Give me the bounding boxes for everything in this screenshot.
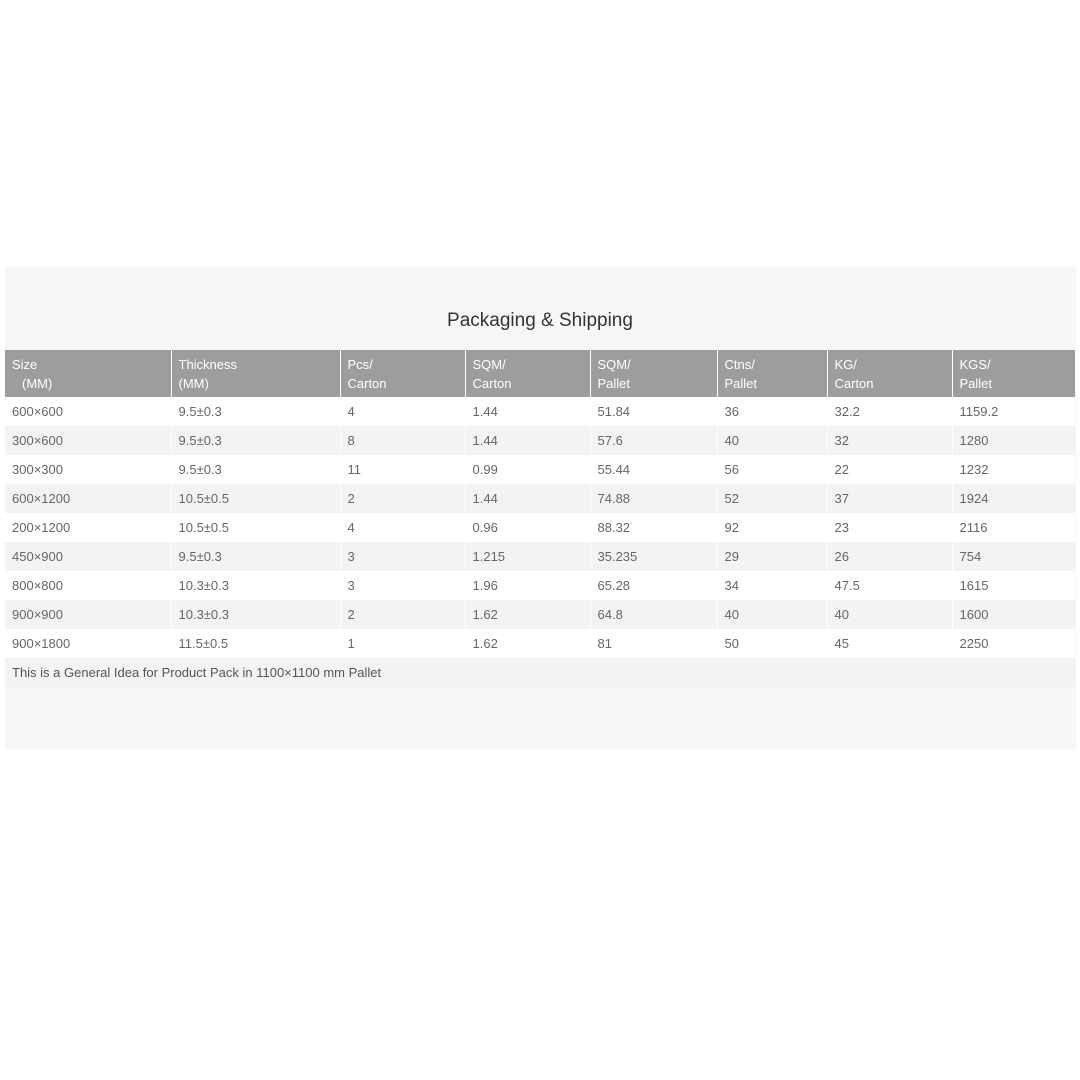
- cell-sqm-pallet: 81: [590, 629, 717, 658]
- cell-thickness: 10.5±0.5: [171, 513, 340, 542]
- cell-sqm-carton: 1.44: [465, 426, 590, 455]
- cell-kgs-pallet: 1924: [952, 484, 1075, 513]
- cell-sqm-carton: 0.96: [465, 513, 590, 542]
- cell-size: 600×600: [5, 397, 171, 426]
- cell-thickness: 9.5±0.3: [171, 455, 340, 484]
- cell-kgs-pallet: 1615: [952, 571, 1075, 600]
- table-row: [5, 397, 1075, 426]
- cell-sqm-carton: 0.99: [465, 455, 590, 484]
- cell-size: 450×900: [5, 542, 171, 571]
- cell-ctns-pallet: 34: [717, 571, 827, 600]
- column-header-kg-carton: KG/ Carton: [827, 350, 952, 397]
- cell-ctns-pallet: 52: [717, 484, 827, 513]
- cell-size: 300×300: [5, 455, 171, 484]
- cell-sqm-pallet: 55.44: [590, 455, 717, 484]
- table-row: [5, 484, 1075, 513]
- cell-kg-carton: 45: [827, 629, 952, 658]
- column-header-size: Size (MM): [5, 350, 171, 397]
- cell-kgs-pallet: 754: [952, 542, 1075, 571]
- cell-pcs-carton: 1: [340, 629, 465, 658]
- table-row: [5, 542, 1075, 571]
- cell-thickness: 11.5±0.5: [171, 629, 340, 658]
- cell-sqm-carton: 1.44: [465, 484, 590, 513]
- cell-kg-carton: 40: [827, 600, 952, 629]
- column-header-ctns-pallet: Ctns/ Pallet: [717, 350, 827, 397]
- cell-thickness: 10.5±0.5: [171, 484, 340, 513]
- column-header-thickness: Thickness (MM): [171, 350, 340, 397]
- cell-sqm-pallet: 57.6: [590, 426, 717, 455]
- cell-ctns-pallet: 29: [717, 542, 827, 571]
- cell-kg-carton: 22: [827, 455, 952, 484]
- table-header-row: [5, 350, 1075, 397]
- cell-kgs-pallet: 1159.2: [952, 397, 1075, 426]
- cell-sqm-pallet: 51.84: [590, 397, 717, 426]
- cell-pcs-carton: 8: [340, 426, 465, 455]
- cell-pcs-carton: 2: [340, 484, 465, 513]
- cell-thickness: 9.5±0.3: [171, 397, 340, 426]
- cell-sqm-pallet: 65.28: [590, 571, 717, 600]
- cell-pcs-carton: 11: [340, 455, 465, 484]
- cell-thickness: 10.3±0.3: [171, 600, 340, 629]
- cell-ctns-pallet: 50: [717, 629, 827, 658]
- cell-kg-carton: 32: [827, 426, 952, 455]
- column-header-sqm-pallet: SQM/ Pallet: [590, 350, 717, 397]
- cell-size: 800×800: [5, 571, 171, 600]
- table-note-row: [5, 658, 1075, 687]
- cell-sqm-carton: 1.96: [465, 571, 590, 600]
- cell-pcs-carton: 4: [340, 397, 465, 426]
- cell-pcs-carton: 3: [340, 571, 465, 600]
- cell-pcs-carton: 4: [340, 513, 465, 542]
- cell-thickness: 9.5±0.3: [171, 426, 340, 455]
- cell-kgs-pallet: 2116: [952, 513, 1075, 542]
- table-row: [5, 513, 1075, 542]
- table-note: This is a General Idea for Product Pack in 1100×1100 mm Pallet: [5, 658, 1075, 687]
- cell-size: 900×900: [5, 600, 171, 629]
- section-title: Packaging & Shipping: [447, 310, 633, 331]
- cell-size: 600×1200: [5, 484, 171, 513]
- cell-pcs-carton: 2: [340, 600, 465, 629]
- cell-ctns-pallet: 40: [717, 600, 827, 629]
- cell-thickness: 9.5±0.3: [171, 542, 340, 571]
- column-header-sqm-carton: SQM/ Carton: [465, 350, 590, 397]
- column-header-kgs-pallet: KGS/ Pallet: [952, 350, 1075, 397]
- cell-sqm-carton: 1.215: [465, 542, 590, 571]
- cell-thickness: 10.3±0.3: [171, 571, 340, 600]
- cell-size: 900×1800: [5, 629, 171, 658]
- cell-sqm-carton: 1.62: [465, 629, 590, 658]
- cell-kgs-pallet: 1600: [952, 600, 1075, 629]
- cell-sqm-pallet: 74.88: [590, 484, 717, 513]
- cell-kg-carton: 47.5: [827, 571, 952, 600]
- cell-sqm-pallet: 88.32: [590, 513, 717, 542]
- cell-kg-carton: 37: [827, 484, 952, 513]
- cell-kgs-pallet: 1232: [952, 455, 1075, 484]
- table-row: [5, 571, 1075, 600]
- cell-sqm-carton: 1.44: [465, 397, 590, 426]
- cell-kg-carton: 26: [827, 542, 952, 571]
- cell-ctns-pallet: 36: [717, 397, 827, 426]
- cell-sqm-pallet: 35.235: [590, 542, 717, 571]
- cell-kg-carton: 23: [827, 513, 952, 542]
- cell-ctns-pallet: 92: [717, 513, 827, 542]
- cell-kgs-pallet: 2250: [952, 629, 1075, 658]
- cell-size: 200×1200: [5, 513, 171, 542]
- cell-kgs-pallet: 1280: [952, 426, 1075, 455]
- table-row: [5, 629, 1075, 658]
- table-row: [5, 600, 1075, 629]
- column-header-pcs-carton: Pcs/ Carton: [340, 350, 465, 397]
- cell-ctns-pallet: 56: [717, 455, 827, 484]
- cell-kg-carton: 32.2: [827, 397, 952, 426]
- table-row: [5, 455, 1075, 484]
- packaging-table: [5, 350, 1075, 687]
- cell-pcs-carton: 3: [340, 542, 465, 571]
- cell-sqm-carton: 1.62: [465, 600, 590, 629]
- cell-sqm-pallet: 64.8: [590, 600, 717, 629]
- table-row: [5, 426, 1075, 455]
- cell-ctns-pallet: 40: [717, 426, 827, 455]
- cell-size: 300×600: [5, 426, 171, 455]
